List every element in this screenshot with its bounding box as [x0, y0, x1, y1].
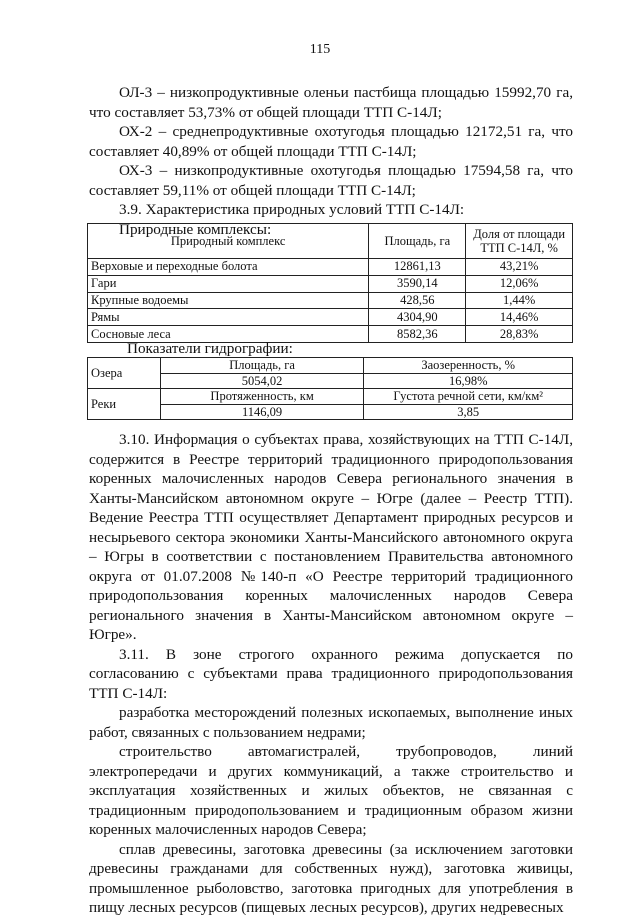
cell-share: 1,44% [466, 292, 573, 309]
list-item: сплав древесины, заготовка древесины (за исключением заготовки древесины гражданами для собственных нужд), заготовка живицы, промышленное рыболовство, заготовка пригодных для употребления в пищу лесных ресурсов (пищевых лесных ресурсов), других недревесных [89, 840, 573, 916]
table-row [88, 373, 573, 389]
col-header-complex: Природный комплекс [88, 224, 369, 259]
col-header-area: Площадь, га [369, 224, 466, 259]
lakes-area-header: Площадь, га [160, 358, 364, 374]
table-row [88, 309, 573, 326]
cell-area: 12861,13 [369, 259, 466, 276]
cell-area: 428,56 [369, 292, 466, 309]
paragraph-3-10: 3.10. Информация о субъектах права, хозяйствующих на ТТП С-14Л, содержится в Реестре территорий традиционного природопользования коренных малочисленных народов Севера регионального значения в Ханты-Мансийском автономном округе – Югре (далее – Реестр ТТП). Ведение Реестра ТТП осуществляет Департамент природных ресурсов и несырьевого сектора экономики Ханты-Мансийского автономного округа – Югры в соответствии с постановлением Правительства автономного округа от 01.07.2008 №140-п «О Реестре территорий традиционного природопользования коренных малочисленных народов Севера регионального значения в Ханты-Мансийском автономном округе – Югре». [89, 431, 573, 643]
cell-complex: Сосновые леса [88, 326, 369, 343]
cell-complex: Верховые и переходные болота [88, 259, 369, 276]
rivers-length-header: Протяженность, км [160, 389, 364, 405]
table-row [88, 275, 573, 292]
list-item: строительство автомагистралей, трубопроводов, линий электропередачи и других коммуникаций, а также строительство и эксплуатация хозяйственных и жилых объектов, не связанная с традиционным природопользованием и традиционным образом жизни коренных малочисленных народов Севера; [89, 743, 573, 838]
intro-oh2: ОХ-2 – среднепродуктивные охотугодья площадью 12172,51 га, что составляет 40,89% от общей площади ТТП С-14Л; [89, 123, 573, 160]
list-item: разработка месторождений полезных ископаемых, выполнение иных работ, связанных с пользованием недрами; [89, 704, 573, 741]
rivers-length-value: 1146,09 [160, 404, 364, 420]
table-header-row [88, 224, 573, 259]
page-number: 115 [309, 42, 331, 57]
rivers-density-header: Густота речной сети, км/км² [364, 389, 573, 405]
cell-complex: Крупные водоемы [88, 292, 369, 309]
cell-share: 43,21% [466, 259, 573, 276]
table-row [88, 404, 573, 420]
intro-block [89, 83, 573, 239]
natural-complexes-label: Природные комплексы: [119, 220, 272, 238]
intro-oh3: ОХ-3 – низкопродуктивные охотугодья площадью 17594,58 га, что составляет 59,11% от общей площади ТТП С-14Л; [89, 162, 573, 199]
cell-share: 14,46% [466, 309, 573, 326]
cell-complex: Рямы [88, 309, 369, 326]
table-row [88, 358, 573, 374]
hydrography-table [87, 357, 573, 420]
hydrography-caption: Показатели гидрографии: [127, 340, 293, 357]
table-row [88, 389, 573, 405]
section-3-9-heading: 3.9. Характеристика природных условий ТТП С-14Л: [119, 201, 465, 218]
cell-area: 4304,90 [369, 309, 466, 326]
cell-area: 8582,36 [369, 326, 466, 343]
lakes-ratio-header: Заозеренность, % [364, 358, 573, 374]
natural-complexes-table [87, 223, 573, 343]
lakes-label: Озера [88, 358, 161, 389]
lakes-ratio-value: 16,98% [364, 373, 573, 389]
rivers-density-value: 3,85 [364, 404, 573, 420]
table-row [88, 292, 573, 309]
lakes-area-value: 5054,02 [160, 373, 364, 389]
cell-share: 28,83% [466, 326, 573, 343]
intro-ol3: ОЛ-3 – низкопродуктивные оленьи пастбища площадью 15992,70 га, что составляет 53,73% от общей площади ТТП С-14Л; [89, 84, 573, 121]
col-header-share: Доля от площади ТТП С-14Л, % [466, 224, 573, 259]
cell-share: 12,06% [466, 275, 573, 292]
body-block [89, 430, 573, 918]
table-row [88, 259, 573, 276]
cell-area: 3590,14 [369, 275, 466, 292]
paragraph-3-11: 3.11. В зоне строгого охранного режима допускается по согласованию с субъектами права традиционного природопользования ТТП С-14Л: [89, 645, 573, 702]
cell-complex: Гари [88, 275, 369, 292]
rivers-label: Реки [88, 389, 161, 420]
